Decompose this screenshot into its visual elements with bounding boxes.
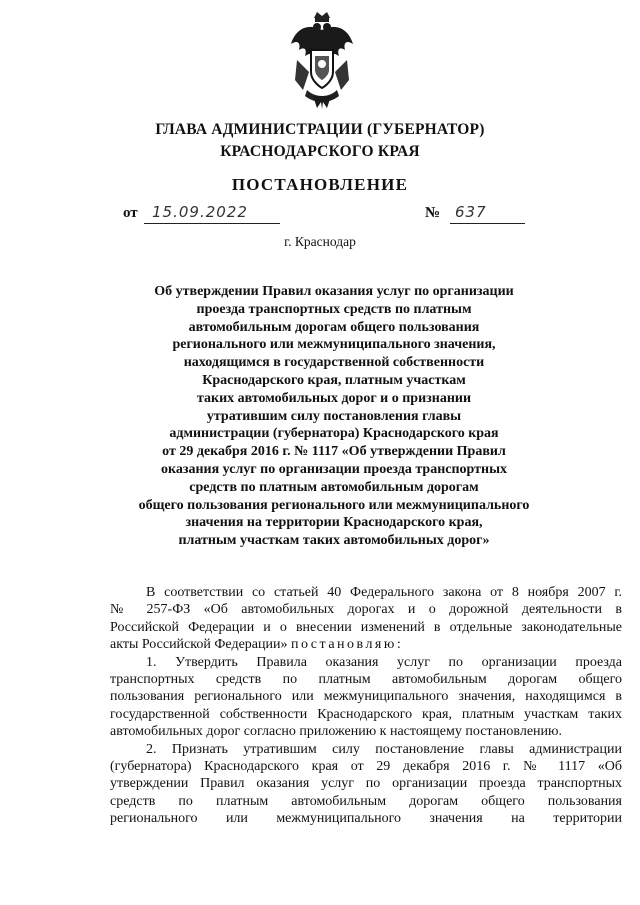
decree-word: постановляю:	[290, 637, 404, 653]
title-line: оказания услуг по организации проезда транспортных	[160, 461, 508, 477]
title-line: администрации (губернатора) Краснодарского края	[169, 426, 499, 442]
item1-line: автомобильных дорог согласно приложению к настоящему постановлению.	[110, 724, 562, 740]
title-line: проезда транспортных средств по платным	[196, 301, 472, 317]
title-line: автомобильным дорогам общего пользования	[188, 319, 480, 335]
item1-line: государственной собственности Краснодарского края, платным участкам таких	[110, 706, 622, 722]
title-line: Об утверждении Правил оказания услуг по организации	[154, 284, 514, 299]
number-prefix-label: №	[425, 205, 441, 221]
preamble-text: акты Российской Федерации»	[110, 637, 288, 653]
item1-line: пользования регионального или межмуниципального значения, находящимся в	[110, 689, 622, 705]
city-label: г. Краснодар	[284, 234, 356, 249]
preamble-line: Российской Федерации и о внесении изменений в отдельные законодательные	[110, 619, 622, 635]
title-line: средств по платным автомобильным дорогам	[189, 479, 479, 495]
title-line: значения на территории Краснодарского края,	[185, 515, 483, 531]
date-underline	[144, 223, 280, 224]
item2-line: утверждении Правил оказания услуг по организации проезда транспортных	[110, 776, 622, 792]
handwritten-number: 637	[455, 203, 487, 221]
item1-line: транспортных средств по платным автомобильным дорогам общего	[110, 672, 622, 688]
preamble-line: № 257-ФЗ «Об автомобильных дорогах и о дорожной деятельности в	[110, 602, 622, 618]
item2-line: регионального или межмуниципального значения на территории	[110, 811, 622, 827]
authority-title-line-2: КРАСНОДАРСКОГО КРАЯ	[220, 143, 420, 160]
item2-line: (губернатора) Краснодарского края от 29 декабря 2016 г. № 1117 «Об	[110, 759, 622, 775]
handwritten-date: 15.09.2022	[152, 203, 248, 221]
decree-title	[115, 283, 553, 550]
item2-line: 2. Признать утратившим силу постановление главы администрации	[146, 741, 622, 757]
date-number-row	[0, 203, 640, 229]
title-line: Краснодарского края, платным участкам	[202, 372, 466, 388]
title-line: платным участкам таких автомобильных дорог»	[178, 533, 490, 549]
number-underline	[450, 223, 525, 224]
title-line: находящимся в государственной собственности	[183, 355, 485, 371]
preamble-line: В соответствии со статьей 40 Федерального закона от 8 ноября 2007 г.	[146, 585, 622, 600]
authority-title-line-1: ГЛАВА АДМИНИСТРАЦИИ (ГУБЕРНАТОР)	[155, 121, 485, 138]
title-line: общего пользования регионального или межмуниципального	[138, 497, 530, 513]
coat-of-arms-emblem	[287, 10, 357, 110]
title-line: утратившим силу постановления главы	[206, 408, 462, 424]
title-line: регионального или межмуниципального значения,	[172, 337, 496, 353]
item1-line: 1. Утвердить Правила оказания услуг по организации проезда	[146, 654, 622, 670]
preamble-last-line	[110, 636, 622, 653]
title-line: таких автомобильных дорог и о признании	[196, 390, 472, 406]
title-line: от 29 декабря 2016 г. № 1117 «Об утверждении Правил	[162, 444, 506, 460]
item2-line: средств по платным автомобильным дорогам общего пользования	[110, 793, 622, 809]
decree-body	[110, 584, 622, 828]
date-prefix-label: от	[123, 205, 138, 221]
document-type-heading: ПОСТАНОВЛЕНИЕ	[231, 175, 409, 194]
